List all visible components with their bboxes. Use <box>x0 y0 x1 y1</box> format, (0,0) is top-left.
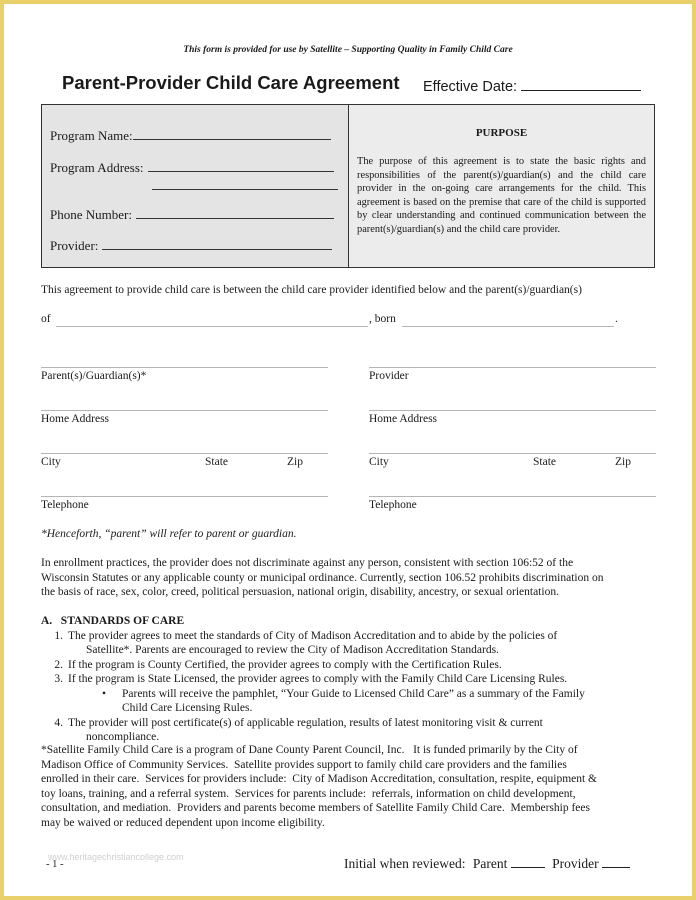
enrollment-line: the basis of race, sex, color, creed, political persuasion, national origin, disability, ancestry, or sexual orientation. <box>41 586 559 598</box>
program-address-label: Program Address: <box>50 160 144 175</box>
form-notice: This form is provided for use by Satellite – Supporting Quality in Family Child Care <box>183 45 513 55</box>
parent-telephone-line[interactable] <box>41 496 328 497</box>
parent-footnote: *Henceforth, “parent” will refer to parent or guardian. <box>41 528 297 540</box>
parent-city-label: City <box>41 456 61 468</box>
document-title: Parent-Provider Child Care Agreement <box>62 72 400 93</box>
enrollment-paragraph <box>41 556 661 600</box>
program-name-field[interactable] <box>50 127 331 144</box>
satellite-note <box>41 743 663 830</box>
provider-telephone-line[interactable] <box>369 496 656 497</box>
document-page <box>4 4 692 896</box>
satellite-note-line: enrolled in their care. Services for providers include: City of Madison Accreditation, consultation, respite, equipment & <box>41 773 598 785</box>
standards-item-3 <box>41 672 661 687</box>
program-address-field[interactable] <box>50 159 334 176</box>
standards-bullet-cont: Child Care Licensing Rules. <box>122 702 253 714</box>
enrollment-line: Wisconsin Statutes or any applicable county or municipal ordinance. Currently, section 106.52 prohibits discrimination on <box>41 571 604 584</box>
standards-bullet <box>41 687 661 702</box>
effective-date-field[interactable] <box>423 76 641 95</box>
item-number: 2. <box>54 658 63 671</box>
parent-address-label: Home Address <box>41 413 110 425</box>
watermark: www.heritagechristiancollege.com <box>48 852 184 862</box>
agreement-intro: This agreement to provide child care is between the child care provider identified below and the parent(s)/guardian(s) <box>41 284 582 296</box>
item-text: The provider will post certificate(s) of applicable regulation, results of latest monitoring visit & current <box>68 716 543 729</box>
initials-row <box>344 855 630 872</box>
program-name-line[interactable] <box>133 127 331 140</box>
item-text: The provider agrees to meet the standards of City of Madison Accreditation and to abide by the policies of <box>68 629 558 642</box>
bullet-text: Parents will receive the pamphlet, “Your Guide to Licensed Child Care” as a summary of the Family <box>122 687 585 700</box>
enrollment-line: In enrollment practices, the provider does not discriminate against any person, consistent with section 106:52 of the <box>41 557 574 569</box>
provider-name-line[interactable] <box>369 367 656 368</box>
parent-address-line[interactable] <box>41 410 328 411</box>
program-address-field-2[interactable] <box>152 177 338 194</box>
bullet-icon: • <box>102 687 107 700</box>
provider-city-line[interactable] <box>369 453 656 454</box>
parent-city-line[interactable] <box>41 453 328 454</box>
standards-item-4-cont: noncompliance. <box>86 731 160 743</box>
parent-name-line[interactable] <box>41 367 328 368</box>
standards-section <box>41 614 661 745</box>
standards-item-1-cont: Satellite*. Parents are encouraged to review the City of Madison Accreditation Standards. <box>86 644 499 656</box>
child-name-line[interactable] <box>56 326 368 327</box>
birth-date-line[interactable] <box>402 326 614 327</box>
item-text: If the program is County Certified, the provider agrees to comply with the Certification Rules. <box>68 658 502 671</box>
provider-initial-label: Provider <box>552 856 599 871</box>
purpose-panel <box>349 105 654 267</box>
provider-address-label: Home Address <box>369 413 438 425</box>
satellite-note-line: may be waived or reduced dependent upon income eligibility. <box>41 816 325 829</box>
purpose-text: The purpose of this agreement is to state the basic rights and responsibilities of the parent(s)/guardian(s) and the child care provider in the on-going care arrangements for the child. This agreement is based on the premise that care of the child is supported by clear understanding and continued communication between the parent(s)/guardian(s) and the child care provider. <box>357 156 646 235</box>
parent-name-label: Parent(s)/Guardian(s)* <box>41 370 147 382</box>
parent-state-label: State <box>205 456 228 468</box>
effective-date-label: Effective Date: <box>423 79 518 95</box>
period-mark: . <box>615 313 618 325</box>
program-details-panel <box>42 105 349 267</box>
provider-city-label: City <box>369 456 389 468</box>
item-number: 1. <box>54 629 63 642</box>
program-address-line-2[interactable] <box>152 177 338 190</box>
initial-label: Initial when reviewed: <box>344 856 466 871</box>
item-text: If the program is State Licensed, the provider agrees to comply with the Family Child Care Licensing Rules. <box>68 673 568 685</box>
item-number: 3. <box>54 673 63 685</box>
provider-address-line[interactable] <box>369 410 656 411</box>
phone-number-field[interactable] <box>50 206 334 223</box>
phone-number-label: Phone Number: <box>50 207 132 222</box>
born-label: , born <box>369 313 396 325</box>
standards-item-4 <box>41 716 661 731</box>
parent-zip-label: Zip <box>287 456 303 468</box>
page-number: - 1 - <box>46 859 64 870</box>
of-label: of <box>41 313 51 325</box>
standards-heading: A. STANDARDS OF CARE <box>41 615 185 627</box>
phone-number-line[interactable] <box>136 206 334 219</box>
purpose-heading: PURPOSE <box>475 127 528 139</box>
program-address-line-1[interactable] <box>148 159 334 172</box>
parent-initial-label: Parent <box>472 856 508 871</box>
satellite-note-line: consultation, and mediation. Providers and parents become members of Satellite Family Child Care. Membership fees <box>41 802 590 814</box>
provider-field[interactable] <box>50 237 332 254</box>
provider-name-label: Provider <box>369 370 409 382</box>
standards-item-2 <box>41 658 661 673</box>
provider-telephone-label: Telephone <box>369 499 417 511</box>
item-number: 4. <box>54 716 63 729</box>
provider-zip-label: Zip <box>615 456 631 468</box>
satellite-note-line: Madison Office of Community Services. Satellite provides support to family child care providers and the families <box>41 758 567 771</box>
program-name-label: Program Name: <box>50 128 133 143</box>
satellite-note-line: *Satellite Family Child Care is a program of Dane County Parent Council, Inc. It is funded primarily by the City of <box>41 744 578 756</box>
provider-state-label: State <box>533 456 556 468</box>
program-info-box <box>41 104 655 268</box>
provider-line[interactable] <box>102 237 332 250</box>
provider-label: Provider: <box>50 238 99 253</box>
parent-initial-line[interactable] <box>511 855 545 868</box>
satellite-note-line: toy loans, training, and a referral system. Services for parents include: referrals, information on child development, <box>41 787 576 800</box>
provider-initial-line[interactable] <box>602 855 630 868</box>
standards-item-1 <box>41 629 661 644</box>
effective-date-line[interactable] <box>521 76 641 91</box>
parent-telephone-label: Telephone <box>41 499 89 511</box>
